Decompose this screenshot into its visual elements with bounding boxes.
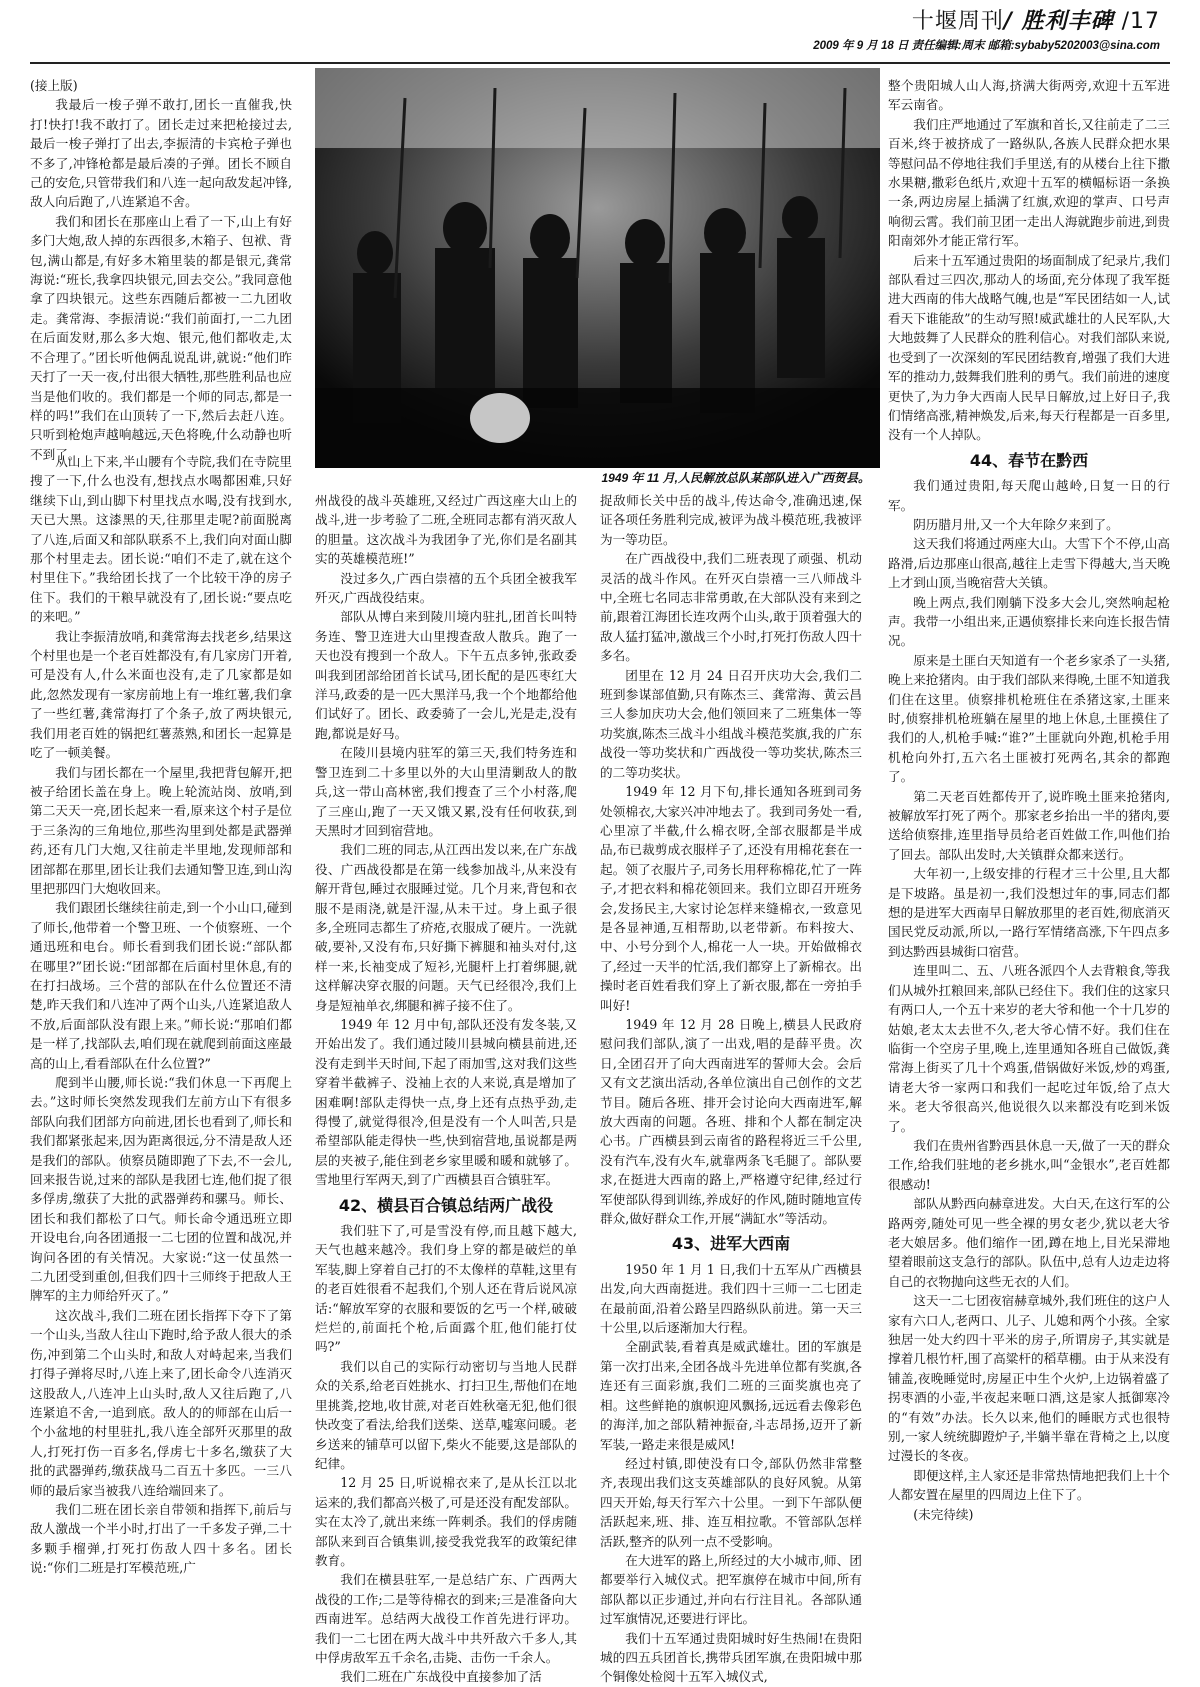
- paragraph: 晚上两点,我们刚躺下没多大会儿,突然响起枪声。我带一小组出来,正遇侦察排长来向连长报告情况。: [888, 594, 1170, 649]
- paragraph: 州战役的战斗英雄班,又经过广西这座大山上的战斗,进一步考验了二班,全班同志都有消灭敌人的胆量。这次战斗为我团争了光,你们是名副其实的英雄模范班!”: [315, 493, 577, 567]
- paragraph: 我们二班的同志,从江西出发以来,在广东战役、广西战役都是在第一线参加战斗,从来没有解开背包,睡过衣服睡过觉。几个月来,背包和衣服不是雨浇,就是汗湿,从未干过。身上虱子很多,全班同志都生了疥疮,衣服成了硬片。一洗就破,要补,又没有布,只好撕下裤腿和袖头对付,这样一来,长袖变成了短衫,光腿杆上打着绑腿,就这样解决穿衣服的问题。天气已经很冷,我们上身是短袖单衣,绑腿和裤子接不住了。: [315, 842, 577, 1013]
- paragraph: 大年初一,上级安排的行程才三十公里,且大都是下坡路。虽是初一,我们没想过年的事,同志们都想的是进军大西南早日解放那里的老百姓,彻底消灭国民党反动派,所以,一路行军情绪高涨,下午四点多到达黔西县城街口宿营。: [888, 866, 1170, 959]
- paragraph: 1949 年 12 月中旬,部队还没有发冬装,又开始出发了。我们通过陵川县城向横县前进,还没有走到半天时间,下起了雨加雪,这对我们这些穿着半截裤子、没袖上衣的人来说,真是增加了困难啊!部队走得快一点,身上还有点热乎劲,走得慢了,就觉得很冷,但是没有一个人叫苦,只是希望部队能走得快一些,快到宿营地,虽说都是两层的夹被子,能住到老乡家里暖和暖和就够了。雪地里行军两天,到了广西横县百合镇驻军。: [315, 1016, 577, 1188]
- page-header: [813, 4, 1160, 53]
- paragraph: 后来十五军通过贵阳的场面制成了纪录片,我们部队看过三四次,那动人的场面,充分体现了我军挺进大西南的伟大战略气魄,也是“军民团结如一人,试看天下谁能敌”的生动写照!威武雄壮的人民军队,大大地鼓舞了人民群众的胜利信心。对我们部队来说,也受到了一次深刻的军民团结教育,增强了我们大进军的推动力,鼓舞我们胜利的勇气。我们前进的速度更快了,为力争大西南人民早日解放,过上好日子,我们情绪高涨,精神焕发,后来,每天行程都是一百多里,没有一个人掉队。: [888, 252, 1170, 443]
- paragraph: 我们二班在团长亲自带领和指挥下,前后与敌人激战一个半小时,打出了一千多发子弹,二十多颗手榴弹,打死打伤敌人四十多名。团长说:“你们二班是打军模范班,广: [30, 1501, 292, 1576]
- paragraph: 我们以自己的实际行动密切与当地人民群众的关系,给老百姓挑水、打扫卫生,帮他们在地里挑粪,挖地,收甘蔗,对老百姓秋毫无犯,他们很快改变了看法,给我们送柴、送草,嘘寒问暖。老乡送来的铺草可以留下,柴火不能要,这是部队的纪律。: [315, 1358, 577, 1471]
- paragraph: 1949 年 12 月下旬,排长通知各班到司务处领棉衣,大家兴冲冲地去了。我到司务处一看,心里凉了半截,什么棉衣呀,全部衣服都是半成品,布已裁剪成衣服样子了,还没有用棉花套在一起。领了衣服片子,司务长用秤称棉花,忙了一阵子,才把衣料和棉花领回来。我们立即召开班务会,发扬民主,大家讨论怎样来缝棉衣,一致意见是各显神通,互相帮助,以老带新。布料按大、中、小号分到个人,棉花一人一块。开始做棉衣了,经过一天半的忙活,我们都穿上了新棉衣。出操时老百姓看我们穿上了新衣服,都在一旁拍手叫好!: [600, 784, 862, 1013]
- paragraph: 爬到半山腰,师长说:“我们休息一下再爬上去。”这时师长突然发现我们左前方山下有很多部队向我们团部方向前进,团长也看到了,师长和我们都紧张起来,因为距离很远,分不清是敌人还是我们的部队。侦察员随即跑了下去,不一会儿,回来报告说,过来的部队是我团七连,他们捉了很多俘虏,缴获了大批的武器弹药和骡马。师长、团长和我们都松了口气。师长命令通迅班立即开设电台,向各团通报一二七团的位置和战况,并询问各团的有关情况。大家说:“这一仗虽然一二九团受到重创,但我们四十三师终于把敌人王牌军的主力师给歼灭了。”: [30, 1075, 292, 1304]
- paragraph: 我让李振清放哨,和龚常海去找老乡,结果这个村里也是一个老百姓都没有,有几家房门开着,可是没有人,什么米面也没有,走了几家都是如此,忽然发现有一家房前地上有一堆红薯,我们拿了一些红薯,龚常海打了个条子,放了两块银元,我们用老百姓的锅把红薯蒸熟,和团长一起算是吃了一顿美餐。: [30, 628, 292, 761]
- paragraph: 我最后一梭子弹不敢打,团长一直催我,快打!快打!我不敢打了。团长走过来把枪接过去,最后一梭子弹打了出去,李振清的卡宾枪子弹也不多了,冲锋枪都是最后凑的子弹。团长不顾自己的安危,只管带我们和八连一起向敌发起冲锋,敌人向后跑了,八连紧追不舍。: [30, 97, 292, 210]
- paragraph: 我们二班在广东战役中直接参加了活: [340, 1669, 542, 1685]
- paragraph: 我们在横县驻军,一是总结广东、广西两大战役的工作;二是等待棉衣的到来;三是准备向大西南进军。总结两大战役工作首先进行评功。我们一二七团在两大战斗中共歼敌六千多人,其中俘虏敌军五千余名,击毙、击伤一千余人。: [315, 1572, 577, 1665]
- paragraph: 没过多久,广西白崇禧的五个兵团全被我军歼灭,广西战役结束。: [315, 570, 577, 606]
- paragraph: (接上版): [30, 78, 78, 93]
- paragraph: 1949 年 12 月 28 日晚上,横县人民政府慰问我们部队,演了一出戏,唱的是薛平贵。次日,全团召开了向大西南进军的誓师大会。会后又有文艺演出活动,各单位演出自己创作的文艺节目。随后各班、排开会讨论向大西南进军,解放大西南的问题。各班、排和个人都在制定决心书。广西横县到云南省的路程将近三千公里,没有汽车,没有火车,就靠两条飞毛腿了。部队要求,在挺进大西南的路上,严格遵守纪律,经过行军使部队得到训练,养成好的作风,随时随地宣传群众,做好群众工作,开展“满缸水”等活动。: [600, 1016, 862, 1227]
- paragraph: 从山上下来,半山腰有个寺院,我们在寺院里搜了一下,什么也没有,想找点水喝都困难,只好继续下山,到山脚下村里找点水喝,没有找到水,天已大黑。这漆黑的天,往那里走呢?前面脱离了八连,后面又和部队联系不上,我们向对面山脚那个村里走去。团长说:“咱们不走了,就在这个村里住下。”我给团长找了一个比较干净的房子住下。我们的干粮早就没有了,团长说:“要点吃的来吧。”: [30, 454, 292, 625]
- paragraph: 第二天老百姓都传开了,说昨晚土匪来抢猪肉,被解放军打死了两个。那家老乡抬出一半的猪肉,要送给侦察排,连里指导员给老百姓做工作,叫他们抬了回去。部队出发时,大关镇群众都来送行。: [888, 788, 1170, 862]
- paragraph: 1950 年 1 月 1 日,我们十五军从广西横县出发,向大西南挺进。我们四十三师一二七团走在最前面,沿着公路呈四路纵队前进。第一天三十公里,以后逐渐加大行程。: [600, 1261, 862, 1336]
- paragraph: (未完待续): [913, 1506, 974, 1522]
- paragraph: 我们驻下了,可是雪没有停,而且越下越大,天气也越来越冷。我们身上穿的都是破烂的单军装,脚上穿着自己打的不太像样的草鞋,这里有的老百姓很看不起我们,个别人还在背后说风凉话:“解放军穿的衣服和要饭的乞丐一个样,破破烂烂的,前面托个枪,后面露个肛,他们能打仗吗?”: [315, 1223, 577, 1355]
- paragraph: 这次战斗,我们二班在团长指挥下夺下了第一个山头,当敌人往山下跑时,给予敌人很大的杀伤,冲到第二个山头时,和敌人对峙起来,当我们打得子弹将尽时,八连上来了,团长命令八连消灭这股敌人,八连冲上山头时,敌人又往后跑了,八连紧追不舍,一追到底。敌人的的师部在山后一个小盆地的村里驻扎,我八连全部歼灭那里的敌人,打死打伤一百多名,俘虏七十多名,缴获了大批的武器弹药,缴获战马二百五十多匹。一三八师的最后家当被我八连给端回来了。: [30, 1307, 292, 1498]
- paragraph: 阴历腊月卅,又一个大年除夕来到了。: [913, 516, 1119, 532]
- paragraph: 在广西战役中,我们二班表现了顽强、机动灵活的战斗作风。在歼灭白崇禧一三八师战斗中,全班七名同志非常勇敢,在大部队没有来到之前,跟着江海团长连攻两个山头,敢于顶着强大的敌人猛打猛冲,激战三个小时,打死打伤敌人四十多名。: [600, 551, 862, 664]
- paragraph: 这天我们将通过两座大山。大雪下个不停,山高路滑,后边那座山很高,越往上走雪下得越大,当天晚上才到山顶,当晚宿营大关镇。: [888, 536, 1170, 591]
- paragraph: 全副武装,看着真是威武雄壮。团的军旗是第一次打出来,全团各战斗先进单位都有奖旗,各连还有三面彩旗,我们二班的三面奖旗也亮了相。这些鲜艳的旗帜迎风飘扬,远远看去像彩色的海洋,加之部队精神振奋,斗志昂扬,迈开了新军装,一路走来很是威风!: [600, 1339, 862, 1452]
- section-name: 胜利丰碑: [1021, 9, 1114, 34]
- publication-name: 十堰周刊: [911, 9, 1004, 34]
- paragraph: 即便这样,主人家还是非常热情地把我们上十个人都安置在屋里的四周边上住下了。: [888, 1467, 1170, 1503]
- paragraph: 团里在 12 月 24 日召开庆功大会,我们二班到参谋部值勤,只有陈杰三、龚常海、黄云昌三人参加庆功大会,他们领回来了二班集体一等功奖旗,陈杰三战斗小组战斗模范奖旗,我的广东战役一等功奖状和广西战役一等功奖状,陈杰三的二等功奖状。: [600, 667, 862, 780]
- paragraph: 我们通过贵阳,每天爬山越岭,日复一日的行军。: [888, 478, 1170, 513]
- date-editor-line: 2009 年 9 月 18 日 责任编辑:周末 邮箱:sybaby5202003@sina.com: [813, 40, 1160, 52]
- column-3: [600, 491, 862, 1685]
- paragraph: 捉敌师长关中岳的战斗,传达命令,准确迅速,保证各项任务胜利完成,被评为战斗模范班,我被评为一等功臣。: [600, 493, 862, 547]
- photo-soldiers-marching: [315, 68, 880, 468]
- paragraph: 我们庄严地通过了军旗和首长,又往前走了二三百米,终于被挤成了一路纵队,各族人民群众把水果等慰问品不停地往我们手里送,有的从楼台上往下撒水果糖,撒彩色纸片,欢迎十五军的横幅标语一条换一条,两边房屋上插满了红旗,欢迎的掌声、口号声响彻云霄。我们前卫团一走出人海就跑步前进,到贵阳南郊外才能正常行军。: [888, 116, 1170, 249]
- paragraph: 原来是土匪白天知道有一个老乡家杀了一头猪,晚上来抢猪肉。由于我们部队来得晚,土匪不知道我们住在这里。侦察排机枪班住在杀猪这家,土匪来时,侦察排机枪班躺在屋里的地上休息,土匪摸住了我们的人,机枪手喊:“谁?”土匪就向外跑,机枪手用机枪向外打,五六名土匪被打死两名,其余的都跑了。: [888, 652, 1170, 785]
- paragraph: 在大进军的路上,所经过的大小城市,师、团都要举行入城仪式。把军旗停在城市中间,所有部队都以正步通过,并向右行注目礼。各部队通过军旗情况,还要进行评比。: [600, 1552, 862, 1627]
- paragraph: 我们与团长都在一个屋里,我把背包解开,把被子给团长盖在身上。晚上轮流站岗、放哨,到第二天天一亮,团长起来一看,原来这个村子是位于三条沟的三角地位,那些沟里到处都是武器弹药,还有几门大炮,又往前走半里地,发现师部和团部都在那里,团长让我们去通知警卫连,到山沟里把那四门大炮收回来。: [30, 764, 292, 896]
- column-2: [315, 491, 577, 1685]
- section-title: 42、横县百合镇总结两广战役: [338, 1195, 554, 1215]
- column-1-bottom: [30, 452, 292, 1678]
- paragraph: 我们在贵州省黔西县休息一天,做了一天的群众工作,给我们驻地的老乡挑水,叫“金银水”,老百姓都很感动!: [888, 1137, 1170, 1192]
- paragraph: 我们跟团长继续往前走,到一个小山口,碰到了师长,他带着一个警卫班、一个侦察班、一个通迅班和电台。师长看到我们团长说:“部队都在哪里?”团长说:“团部都在后面村里休息,有的在打扫战场。三个营的部队在什么位置还不清楚,昨天我们和八连冲了两个山头,八连紧追敌人不放,后面部队没有跟上来。”师长说:“那咱们都是一样了,找部队去,咱们现在就爬到前面这座最高的山上,看看部队在什么位置?”: [30, 900, 292, 1071]
- paragraph: 整个贵阳城人山人海,挤满大街两旁,欢迎十五军进军云南省。: [888, 78, 1170, 113]
- paragraph: 在陵川县境内驻军的第三天,我们特务连和警卫连到二十多里以外的大山里清剿敌人的散兵,这一带山高林密,我们搜查了三个小村落,爬了三座山,跑了一天又饿又累,没有任何收获,到天黑时才回到宿营地。: [315, 745, 577, 838]
- photo-caption: 1949 年 11 月,人民解放总队某部队进入广西贺县。: [601, 471, 870, 485]
- column-1-top: [30, 76, 292, 462]
- paragraph: 我们十五军通过贵阳城时好生热闹!在贵阳城的四五兵团首长,携带兵团军旗,在贵阳城中那个铜像处检阅十五军入城仪式,: [600, 1630, 862, 1685]
- paragraph: 经过村镇,即使没有口令,部队仍然非常整齐,表现出我们这支英雄部队的良好风貌。从第四天开始,每天行军六十公里。一到下午部队便活跃起来,班、排、连互相拉歌。不管部队怎样活跃,整齐的队列一点不受影响。: [600, 1455, 862, 1549]
- section-title: 44、春节在黔西: [969, 450, 1089, 470]
- column-4: [888, 76, 1170, 1678]
- paragraph: 部队从黔西向赫章进发。大白天,在这行军的公路两旁,随处可见一些全裸的男女老少,犹以老大爷老大娘居多。他们缩作一团,蹲在地上,目光呆滞地望着眼前这支急行的部队。队伍中,总有人边走边将自己的衣物抛向这些无衣的人们。: [888, 1196, 1170, 1289]
- masthead: 十堰周刊/ 胜利丰碑 /17: [911, 9, 1160, 34]
- section-title: 43、进军大西南: [671, 1234, 791, 1254]
- paragraph: 我们和团长在那座山上看了一下,山上有好多门大炮,敌人掉的东西很多,木箱子、包袱、背包,满山都是,有好多木箱里装的都是银元,龚常海说:“班长,我拿四块银元,回去交公。”我同意他拿了四块银元。这些东西随后都被一二九团收走。龚常海、李振清说:“我们前面打,一二九团在后面发财,那么多大炮、银元,他们都收走,太不合理了。”团长听他俩乱说乱讲,就说:“他们昨天打了一天一夜,付出很大牺牲,那些胜利品也应当是他们收的。我们都是一个师的同志,都是一样的吗!”我们在山顶转了一下,然后去赶八连。只听到枪炮声越响越远,天色将晚,什么动静也听不到了。: [30, 213, 292, 462]
- paragraph: 这天一二七团夜宿赫章城外,我们班住的这户人家有六口人,老两口、儿子、儿媳和两个小孩。全家独居一处大约四十平米的房子,所谓房子,其实就是撑着几根竹杆,围了高粱杆的稻草棚。由于从来没有铺盖,夜晚睡觉时,房屋正中生个火炉,上边锅着盛了拐枣酒的小壶,半夜起来咂口酒,这是家人抵御寒冷的“有效”办法。长久以来,他们的睡眠方式也很特别,一家人统统脚蹬炉子,半躺半靠在背椅之上,以度过漫长的冬夜。: [888, 1293, 1170, 1464]
- header-rule: [30, 62, 1170, 64]
- paragraph: 部队从博白来到陵川境内驻扎,团首长叫特务连、警卫连进大山里搜查敌人散兵。跑了一天也没有搜到一个敌人。下午五点多钟,张政委叫我到团部给团首长试马,团长配的是匹枣红大洋马,政委的是一匹大黑洋马,我一个个地都给他们试好了。团长、政委骑了一会儿,光是走,没有跑,都说是好马。: [315, 609, 577, 741]
- historical-photo: [315, 68, 880, 468]
- paragraph: 12 月 25 日,听说棉衣来了,是从长江以北运来的,我们都高兴极了,可是还没有配发部队。实在太冷了,就出来练一阵刺杀。我们的俘虏随部队来到百合镇集训,接受我党我军的政策纪律教育。: [315, 1475, 577, 1568]
- paragraph: 连里叫二、五、八班各派四个人去背粮食,等我们从城外扛粮回来,部队已经住下。我们住的这家只有两口人,一个五十来岁的老大爷和他一个十几岁的姑娘,老太太去世不久,老大爷心情不好。我们住在临街一个空房子里,晚上,连里通知各班自己做饭,龚常海上街买了几十个鸡蛋,借锅做好米饭,炒的鸡蛋,请老大爷一家两口和我们一起吃过年饭,给了点大米。老大爷很高兴,他说很久以来都没有吃到米饭了。: [888, 963, 1170, 1134]
- page-number: /17: [1121, 9, 1160, 34]
